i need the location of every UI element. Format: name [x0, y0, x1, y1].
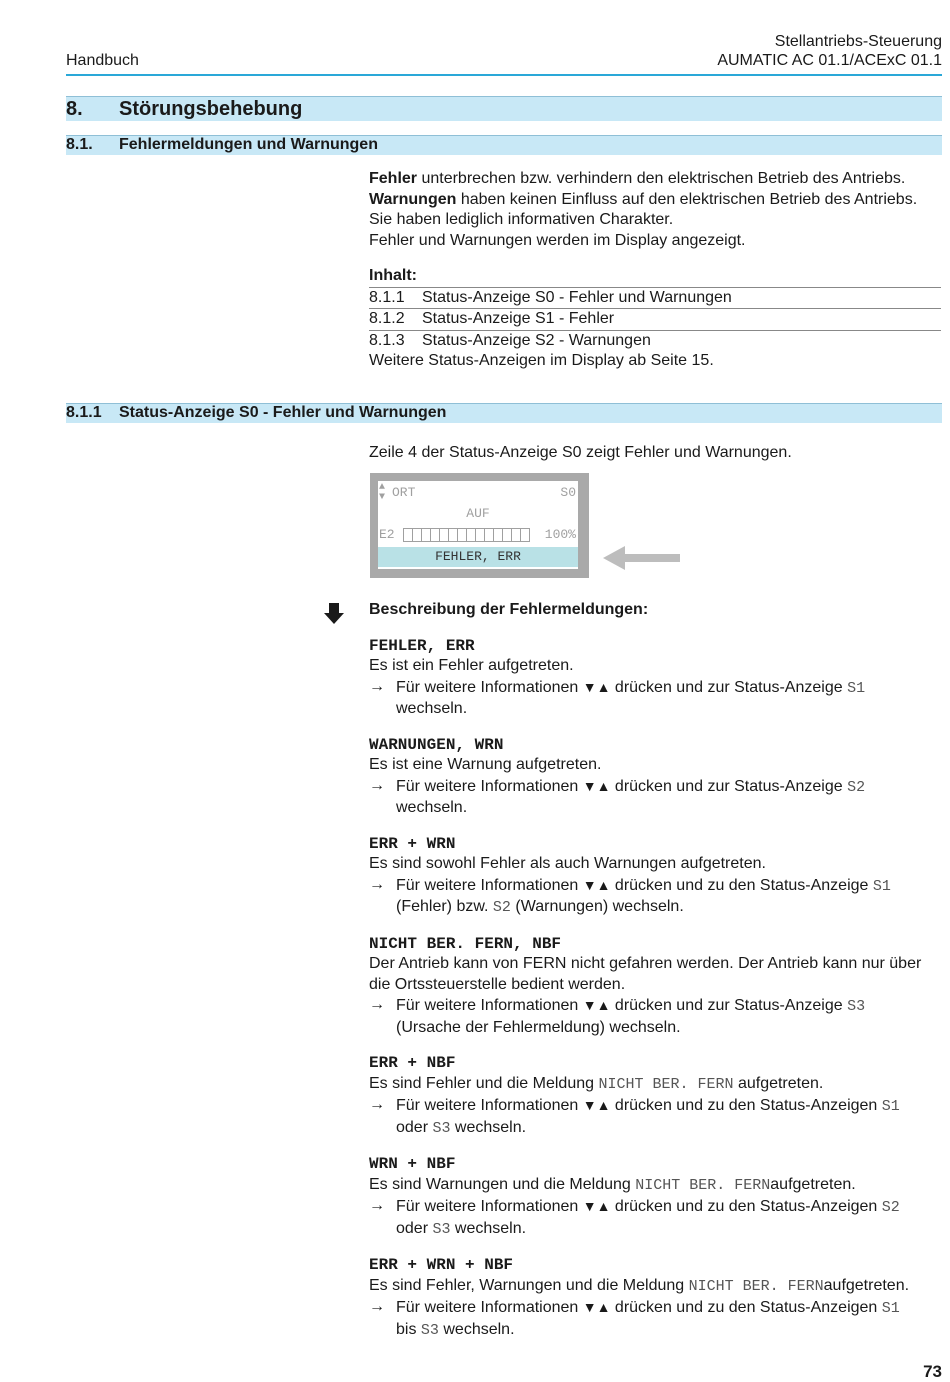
section-title: Fehlermeldungen und Warnungen — [119, 136, 378, 153]
down-up-icon: ▼▲ — [582, 1198, 611, 1214]
header-model-line: AUMATIC AC 01.1/ACExC 01.1 — [717, 52, 942, 69]
header-right — [717, 32, 942, 70]
display-line-1: ▲ ▼ ORT S0 — [379, 482, 576, 503]
progress-bar — [404, 524, 530, 545]
message-item: NICHT BER. FERN, NBF Der Antrieb kann von FERN nicht gefahren werden. Der Antrieb kann nur über die Ortssteuerstelle bedient werden. → Für weitere Informationen ▼▲ drücken und zur Status-Anzeige S3 (Ursache der Fehlermeldung) wechseln. — [369, 934, 941, 1039]
toc-item[interactable]: 8.1.3 Status-Anzeige S2 - Warnungen — [369, 331, 651, 349]
message-code: WRN + NBF — [369, 1155, 456, 1173]
section-8-1-1-heading — [66, 403, 942, 423]
display-line-2: AUF — [466, 506, 490, 521]
toc-more: Weitere Status-Anzeigen im Display ab Seite 15. — [369, 352, 714, 369]
down-up-icon: ▼▲ — [582, 997, 611, 1013]
down-up-icon: ▼▲ — [582, 777, 611, 794]
section-8-heading — [66, 96, 942, 121]
message-item: WARNUNGEN, WRN Es ist eine Warnung aufgetreten. → Für weitere Informationen ▼▲ drücken und zur Status-Anzeige S2 wechseln. — [369, 735, 941, 819]
section-number: 8. — [66, 98, 83, 120]
message-code: WARNUNGEN, WRN — [369, 735, 504, 754]
pointer-arrow-icon — [603, 545, 683, 571]
s0-intro: Zeile 4 der Status-Anzeige S0 zeigt Fehler und Warnungen. — [369, 444, 792, 461]
message-code: ERR + WRN + NBF — [369, 1256, 514, 1274]
message-code: ERR + WRN — [369, 834, 456, 853]
message-item: ERR + WRN + NBF Es sind Fehler, Warnungen und die Meldung NICHT BER. FERNaufgetreten. → Für weitere Informationen ▼▲ drücken und zu den Status-Anzeigen S1 bis S3 wechseln. — [369, 1255, 941, 1341]
message-code: ERR + NBF — [369, 1054, 456, 1072]
toc-heading: Inhalt: — [369, 266, 941, 288]
toc-item[interactable]: 8.1.2 Status-Anzeige S1 - Fehler — [369, 309, 941, 331]
down-up-icon: ▼▲ — [582, 876, 611, 893]
up-down-icon: ▲ ▼ — [379, 482, 386, 503]
header-rule — [66, 74, 942, 76]
intro-warnungen: Warnungen haben keinen Einfluss auf den elektrischen Betrieb des Antriebs. Sie haben lediglich informativen Charakter. — [369, 190, 918, 228]
intro-text — [369, 169, 941, 251]
header-left: Handbuch — [66, 52, 139, 69]
messages-list — [369, 600, 941, 1341]
down-up-icon: ▼▲ — [582, 1097, 611, 1113]
message-code: NICHT BER. FERN, NBF — [369, 934, 562, 953]
intro-display: Fehler und Warnungen werden im Display angezeigt. — [369, 231, 746, 249]
message-item: FEHLER, ERR Es ist ein Fehler aufgetreten. → Für weitere Informationen ▼▲ drücken und zur Status-Anzeige S1 wechseln. — [369, 636, 941, 720]
down-arrow-icon — [324, 603, 344, 625]
intro-fehler: Fehler unterbrechen bzw. verhindern den elektrischen Betrieb des Antriebs. — [369, 170, 906, 187]
message-item: WRN + NBF Es sind Warnungen und die Meldung NICHT BER. FERNaufgetreten. → Für weitere Informationen ▼▲ drücken und zu den Status-Anzeigen S2 oder S3 wechseln. — [369, 1154, 941, 1240]
desc-title: Beschreibung der Fehlermeldungen: — [369, 601, 649, 618]
message-item: ERR + WRN Es sind sowohl Fehler als auch Warnungen aufgetreten. → Für weitere Informationen ▼▲ drücken und zu den Status-Anzeige S1 (Fehler) bzw. S2 (Warnungen) wechseln. — [369, 834, 941, 919]
message-code: FEHLER, ERR — [369, 636, 475, 655]
header-product-line: Stellantriebs-Steuerung — [774, 33, 942, 50]
message-item: ERR + NBF Es sind Fehler und die Meldung NICHT BER. FERN aufgetreten. → Für weitere Informationen ▼▲ drücken und zu den Status-Anzeigen S1 oder S3 wechseln. — [369, 1053, 941, 1139]
section-title: Status-Anzeige S0 - Fehler und Warnungen — [119, 404, 447, 421]
toc — [369, 266, 941, 372]
section-number: 8.1.1 — [66, 404, 102, 421]
display-screen — [378, 481, 578, 569]
display-line-4: FEHLER, ERR — [378, 547, 578, 567]
display-line-3: E2 100% — [378, 524, 578, 545]
page-number: 73 — [923, 1362, 942, 1381]
down-up-icon: ▼▲ — [582, 678, 611, 695]
down-up-icon: ▼▲ — [582, 1299, 611, 1315]
section-8-1-heading — [66, 135, 942, 155]
toc-item[interactable]: 8.1.1 Status-Anzeige S0 - Fehler und Warnungen — [369, 288, 941, 310]
section-number: 8.1. — [66, 136, 93, 153]
display-illustration — [370, 473, 589, 578]
section-title: Störungsbehebung — [119, 98, 303, 120]
